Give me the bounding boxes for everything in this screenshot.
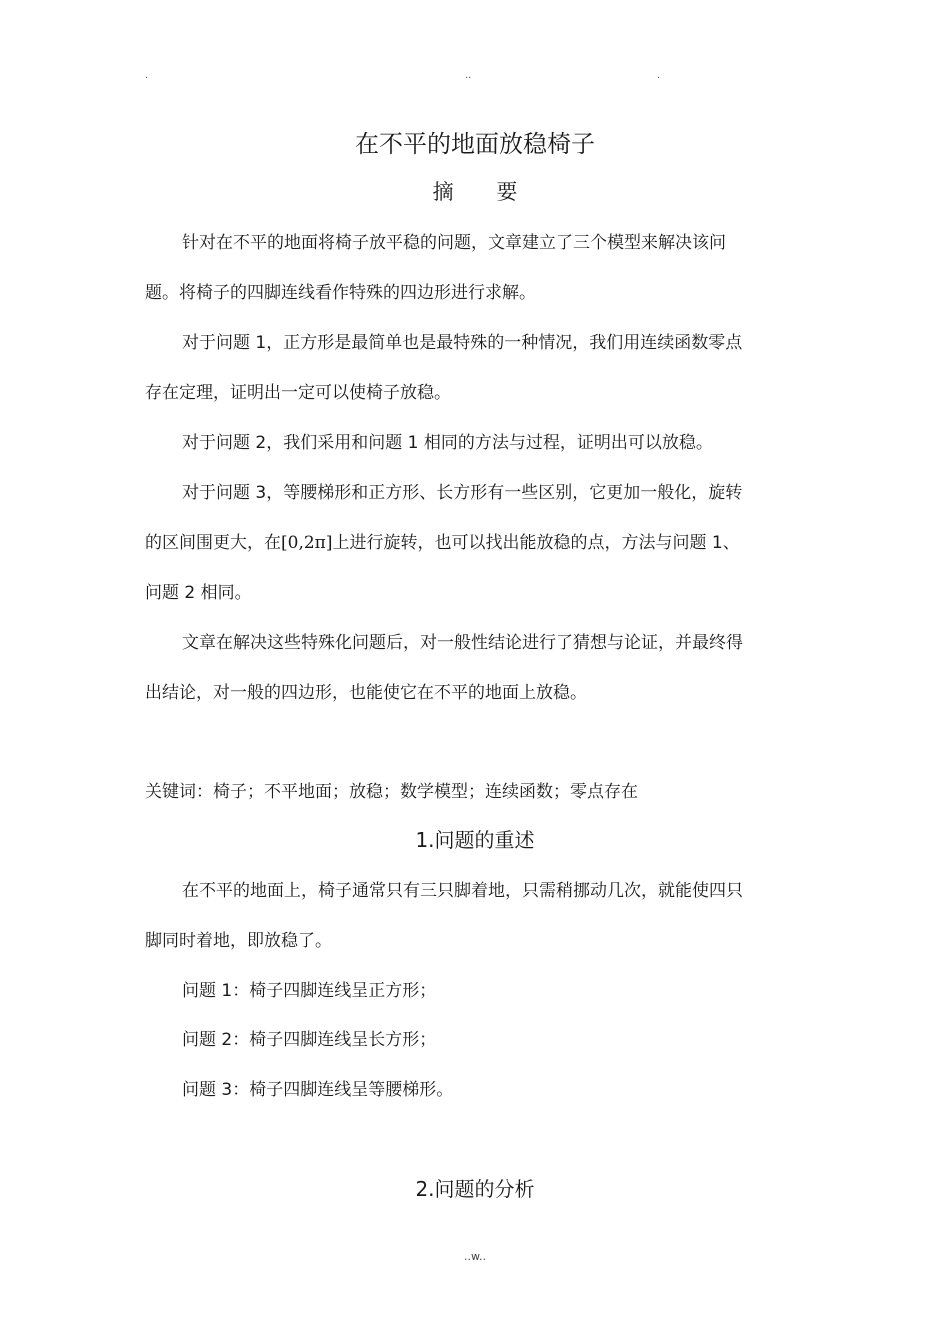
header-dot-left: . — [145, 70, 149, 81]
abstract-p2-line2: 存在定理，证明出一定可以使椅子放稳。 — [145, 383, 451, 403]
header-dot-right: . — [657, 70, 661, 81]
question-1: 问题 1：椅子四脚连线呈正方形； — [182, 981, 437, 1001]
abstract-p1-line1: 针对在不平的地面将椅子放平稳的问题，文章建立了三个模型来解决该问 — [182, 233, 726, 253]
abstract-p5-line2: 出结论，对一般的四边形，也能使它在不平的地面上放稳。 — [145, 683, 587, 703]
section1-p1-line2: 脚同时着地，即放稳了。 — [145, 931, 332, 951]
abstract-p4-line2-b: 上进行旋转，也可以找出能放稳的点，方法与问题 1、 — [332, 533, 740, 553]
abstract-p1-line2: 题。将椅子的四脚连线看作特殊的四边形进行求解。 — [145, 283, 536, 303]
section2-heading: 2.问题的分析 — [415, 1177, 535, 1201]
abstract-p4-line1: 对于问题 3，等腰梯形和正方形、长方形有一些区别，它更加一般化，旋转 — [182, 483, 743, 503]
question-2: 问题 2：椅子四脚连线呈长方形； — [182, 1030, 437, 1050]
abstract-p5-line1: 文章在解决这些特殊化问题后，对一般性结论进行了猜想与论证，并最终得 — [182, 633, 743, 653]
document-title: 在不平的地面放稳椅子 — [355, 130, 595, 158]
abstract-p4-line2-a: 的区间围更大，在 — [145, 533, 281, 553]
header-dot-center: .. — [465, 70, 472, 81]
interval-formula: [0,2π] — [281, 533, 333, 553]
page-footer: ..w.. — [464, 1250, 486, 1263]
question-3: 问题 3：椅子四脚连线呈等腰梯形。 — [182, 1080, 454, 1100]
abstract-heading: 摘 要 — [432, 180, 536, 204]
abstract-p4-line2 — [145, 528, 740, 553]
abstract-p3-line1: 对于问题 2，我们采用和问题 1 相同的方法与过程，证明出可以放稳。 — [182, 433, 713, 453]
abstract-p4-line3: 问题 2 相同。 — [145, 583, 252, 603]
keywords: 关键词：椅子；不平地面；放稳；数学模型；连续函数；零点存在 — [145, 782, 638, 802]
section1-heading: 1.问题的重述 — [415, 828, 535, 852]
abstract-p2-line1: 对于问题 1，正方形是最简单也是最特殊的一种情况，我们用连续函数零点 — [182, 333, 743, 353]
section1-p1-line1: 在不平的地面上，椅子通常只有三只脚着地，只需稍挪动几次，就能使四只 — [182, 881, 743, 901]
